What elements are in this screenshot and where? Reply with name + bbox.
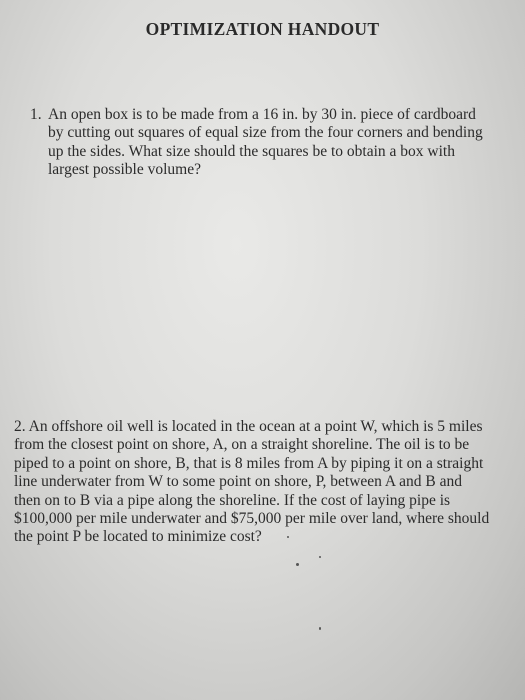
paper-speck <box>319 556 321 558</box>
problem-1-line: by cutting out squares of equal size from the four corners and bending <box>48 124 483 142</box>
problem-1-number: 1. <box>30 106 42 123</box>
paper-speck <box>319 627 321 630</box>
problem-1 <box>30 106 500 180</box>
problem-1-line: An open box is to be made from a 16 in. by 30 in. piece of cardboard <box>48 106 476 123</box>
paper-speck <box>296 563 299 566</box>
problem-1-text <box>48 106 500 180</box>
problem-2-line: 2. An offshore oil well is located in the ocean at a point W, which is 5 miles <box>14 418 483 435</box>
problem-1-line: largest possible volume? <box>48 161 201 179</box>
problem-2-line: the point P be located to minimize cost? <box>14 528 262 546</box>
problem-2-line: $100,000 per mile underwater and $75,000 per mile over land, where should <box>14 510 490 528</box>
problem-1-line: up the sides. What size should the squares be to obtain a box with <box>48 142 455 160</box>
page-title: OPTIMIZATION HANDOUT <box>145 19 380 39</box>
problem-2-line: from the closest point on shore, A, on a straight shoreline. The oil is to be <box>14 436 470 454</box>
problem-2-line: then on to B via a pipe along the shoreline. If the cost of laying pipe is <box>14 491 451 509</box>
problem-2-line: line underwater from W to some point on shore, P, between A and B and <box>14 473 462 491</box>
problem-2-line: piped to a point on shore, B, that is 8 miles from A by piping it on a straight <box>14 454 484 472</box>
problem-2 <box>14 418 502 547</box>
paper-speck <box>287 536 289 538</box>
